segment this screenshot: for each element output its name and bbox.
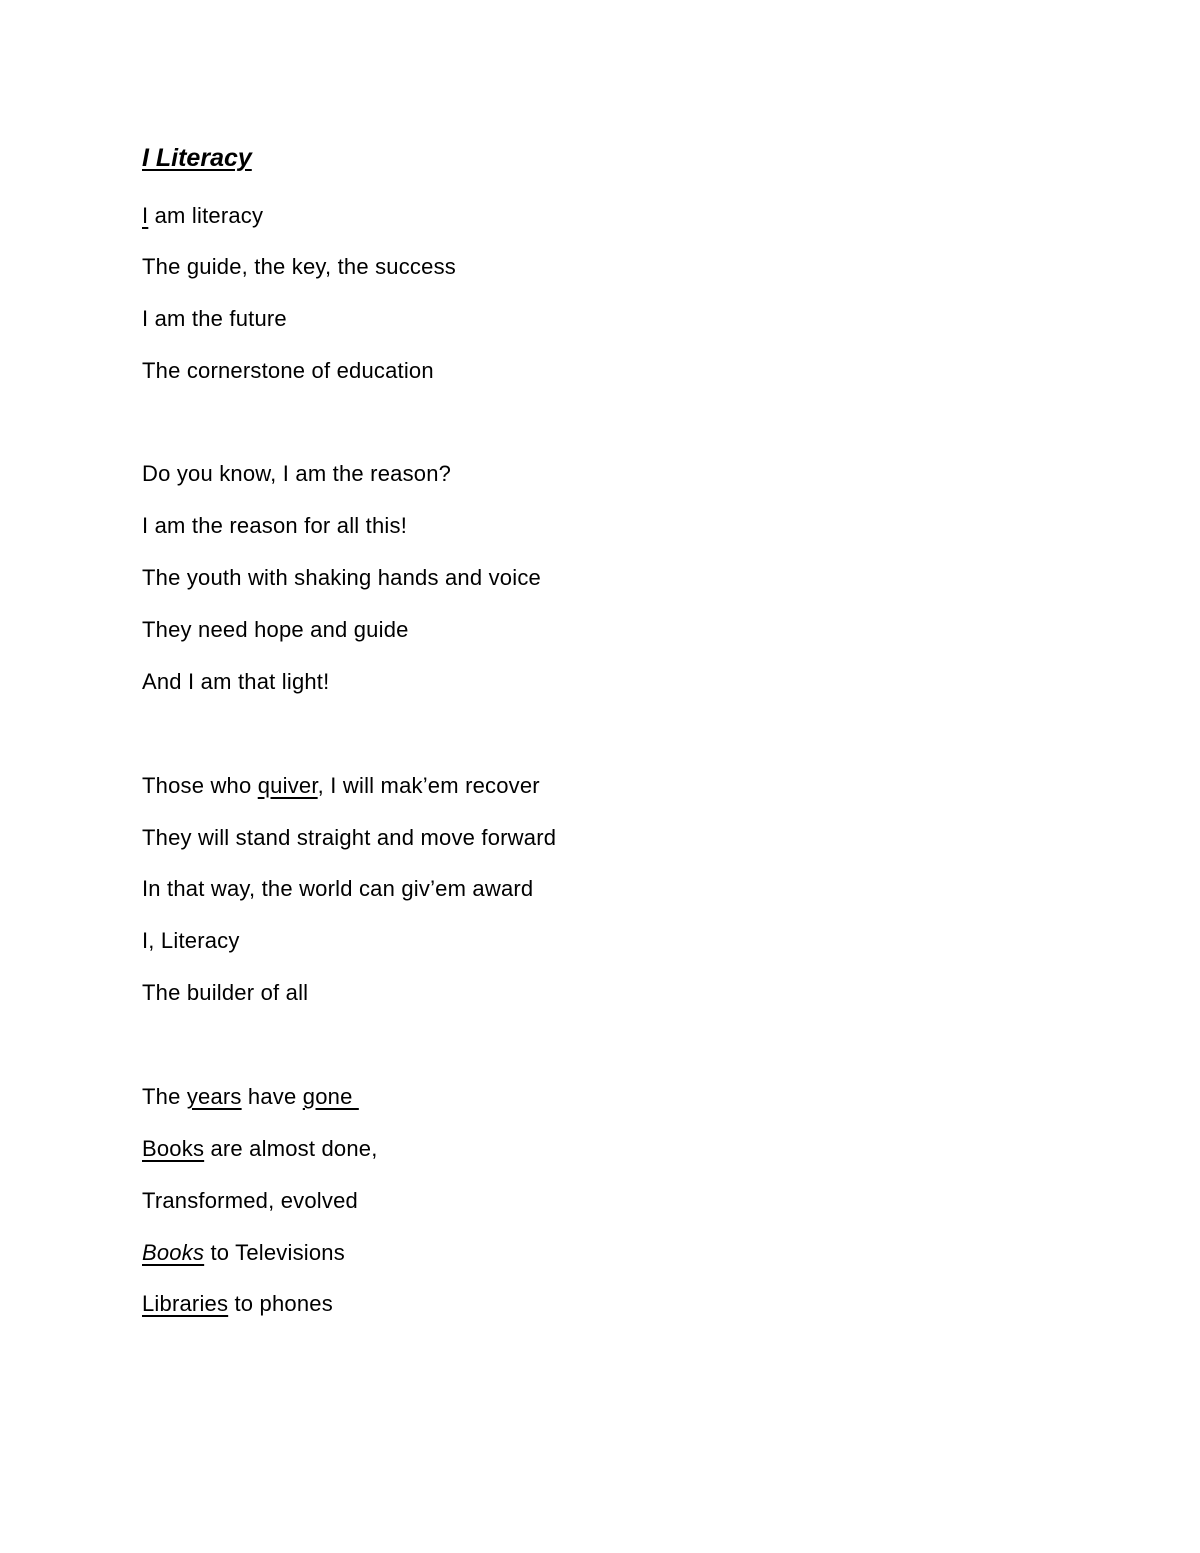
line-text: are almost done, (204, 1136, 378, 1161)
poem-line: I am the future (142, 306, 287, 331)
line-text: The (142, 1084, 187, 1109)
poem-line (142, 1289, 333, 1319)
poem-line (142, 201, 263, 231)
poem-line: The builder of all (142, 980, 309, 1005)
line-text: , I will mak’em recover (317, 773, 540, 798)
poem-line: The guide, the key, the success (142, 254, 456, 279)
poem-line: They will stand straight and move forward (142, 825, 557, 850)
line-text: to Televisions (204, 1240, 345, 1265)
poem-line: Transformed, evolved (142, 1188, 358, 1213)
poem-line (142, 1134, 378, 1164)
line-text: to phones (228, 1291, 333, 1316)
underlined-word: Libraries (142, 1291, 229, 1316)
line-text: have (241, 1084, 303, 1109)
line-text: am literacy (148, 203, 264, 228)
poem-line: In that way, the world can giv’em award (142, 876, 534, 901)
poem-line: The cornerstone of education (142, 358, 434, 383)
poem-line (142, 771, 540, 801)
underlined-italic-word: Books (142, 1240, 205, 1265)
poem-line (142, 1238, 345, 1268)
poem-line: I am the reason for all this! (142, 513, 408, 538)
underlined-word: Books (142, 1136, 205, 1161)
poem-title: I Literacy (142, 144, 252, 172)
poem-line: And I am that light! (142, 669, 330, 694)
underlined-word: years (186, 1084, 242, 1109)
poem-line: I, Literacy (142, 928, 240, 953)
poem-line: The youth with shaking hands and voice (142, 565, 541, 590)
poem-line: Do you know, I am the reason? (142, 461, 452, 486)
poem-line: They need hope and guide (142, 617, 409, 642)
line-text: Those who (142, 773, 258, 798)
poem-line (142, 1082, 359, 1112)
underlined-word: quiver (257, 773, 318, 798)
underlined-word: gone (302, 1084, 359, 1109)
underlined-word: I (142, 203, 149, 228)
